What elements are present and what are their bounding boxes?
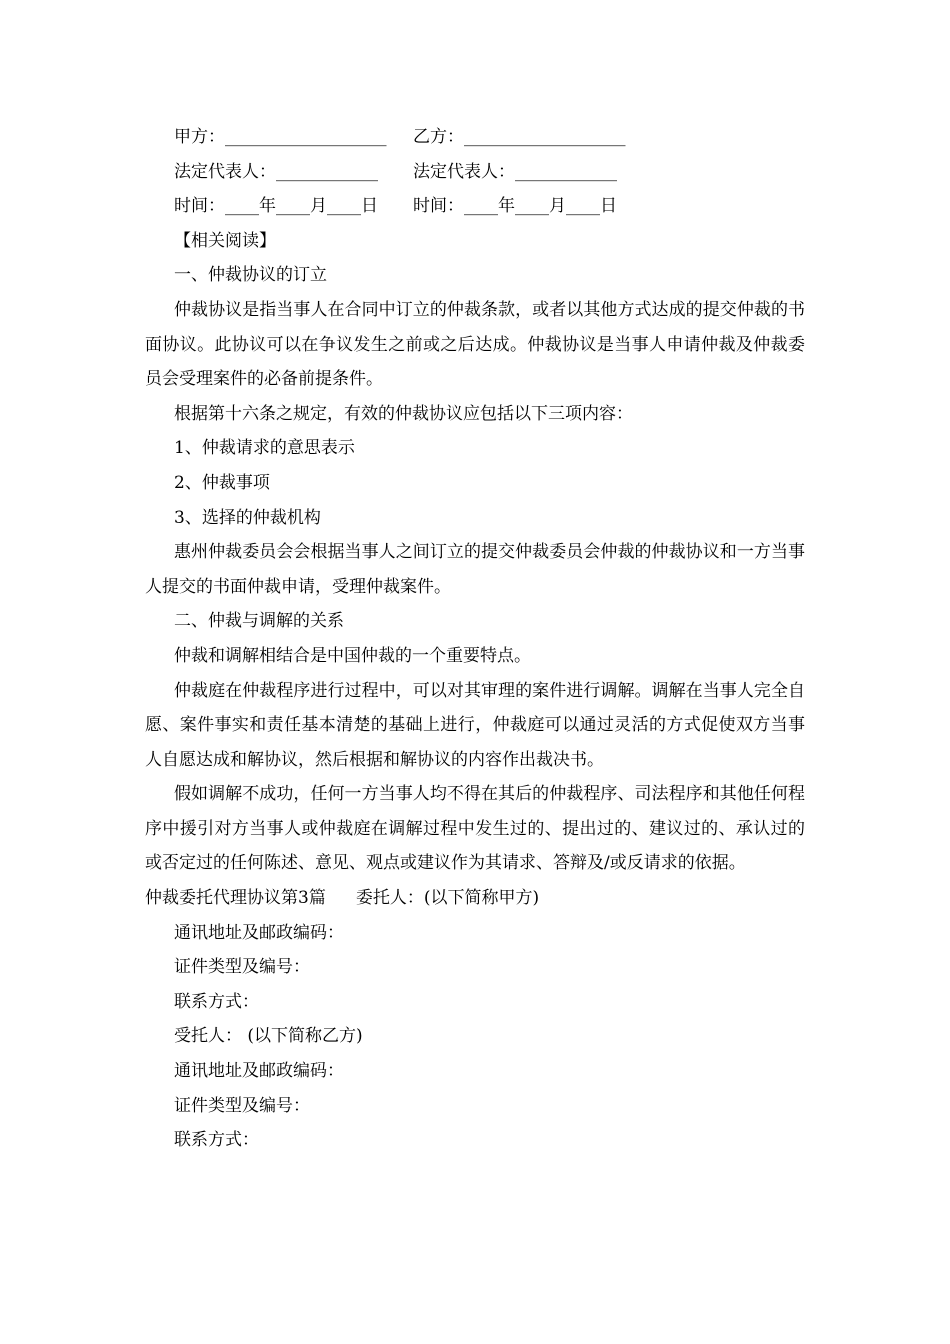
date-a-signature: 时间：____年____月____日 bbox=[174, 196, 378, 217]
field-address-a: 通讯地址及邮政编码： bbox=[174, 922, 344, 943]
list-item: 2、仲裁事项 bbox=[174, 472, 270, 493]
paragraph-arbitration-agreement-definition: 仲裁协议是指当事人在合同中订立的仲裁条款，或者以其他方式达成的提交仲裁的书面协议。此协议可以在争议发生之前或之后达成。仲裁协议是当事人申请仲裁及仲裁委员会受理案件的必备前提条件。 bbox=[145, 299, 805, 390]
legal-rep-b-signature: 法定代表人：____________ bbox=[413, 161, 617, 182]
signature-date-row bbox=[145, 189, 805, 224]
paragraph-mediation-process: 仲裁庭在仲裁程序进行过程中，可以对其审理的案件进行调解。调解在当事人完全自愿、案件事实和责任基本清楚的基础上进行，仲裁庭可以通过灵活的方式促使双方当事人自愿达成和解协议，然后根据和解协议的内容作出裁决书。 bbox=[145, 680, 805, 770]
paragraph-mediation-failure: 假如调解不成功，任何一方当事人均不得在其后的仲裁程序、司法程序和其他任何程序中援引对方当事人或仲裁庭在调解过程中发生过的、提出过的、建议过的、承认过的或否定过的任何陈述、意见、观点或建议作为其请求、答辩及/或反请求的依据。 bbox=[145, 784, 805, 874]
signature-rep-row bbox=[145, 155, 805, 190]
section-2-title: 二、仲裁与调解的关系 bbox=[174, 611, 344, 632]
paragraph-feature: 仲裁和调解相结合是中国仲裁的一个重要特点。 bbox=[174, 645, 531, 666]
field-id-b: 证件类型及编号： bbox=[174, 1095, 310, 1116]
document-body bbox=[145, 120, 805, 1158]
field-agent: 受托人： (以下简称乙方) bbox=[174, 1026, 363, 1047]
list-item: 1、仲裁请求的意思表示 bbox=[174, 438, 355, 459]
next-article-title: 仲裁委托代理协议第3篇 bbox=[145, 888, 326, 909]
date-b-signature: 时间：____年____月____日 bbox=[413, 196, 617, 217]
principal-label: 委托人：(以下简称甲方) bbox=[355, 888, 540, 909]
related-reading-heading: 【相关阅读】 bbox=[174, 230, 276, 251]
field-contact-a: 联系方式： bbox=[174, 991, 259, 1012]
legal-rep-a-signature: 法定代表人：____________ bbox=[174, 161, 378, 182]
section-1-title: 一、仲裁协议的订立 bbox=[174, 265, 327, 286]
list-item: 3、选择的仲裁机构 bbox=[174, 507, 321, 528]
party-a-signature: 甲方：___________________ bbox=[174, 127, 387, 147]
field-address-b: 通讯地址及邮政编码： bbox=[174, 1061, 344, 1082]
paragraph-article-16: 根据第十六条之规定，有效的仲裁协议应包括以下三项内容： bbox=[174, 403, 633, 424]
party-b-signature: 乙方：___________________ bbox=[413, 127, 626, 147]
field-id-a: 证件类型及编号： bbox=[174, 957, 310, 978]
signature-party-row bbox=[145, 120, 805, 155]
next-article-title-row bbox=[145, 881, 805, 916]
field-contact-b: 联系方式： bbox=[174, 1130, 259, 1151]
paragraph-huizhou-commission: 惠州仲裁委员会会根据当事人之间订立的提交仲裁委员会仲裁的仲裁协议和一方当事人提交的书面仲裁申请，受理仲裁案件。 bbox=[145, 542, 805, 597]
